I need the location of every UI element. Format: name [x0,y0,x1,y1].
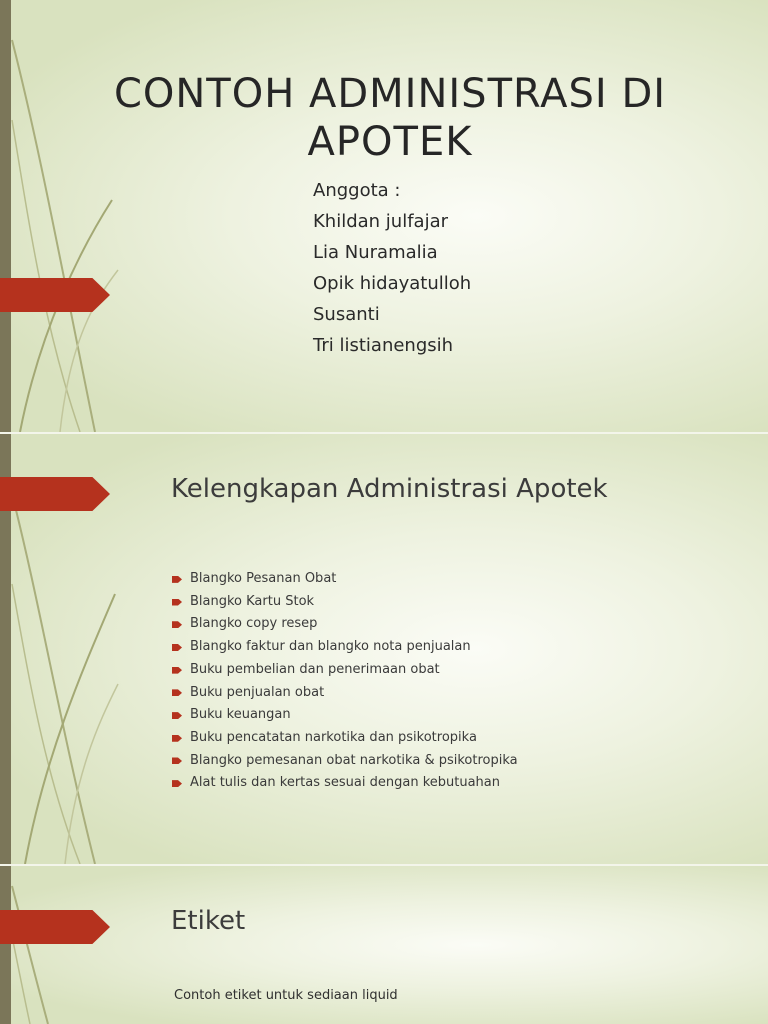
list-item-text: Blangko pemesanan obat narkotika & psikotropika [190,752,518,768]
list-item-text: Blangko faktur dan blangko nota penjualan [190,639,471,655]
bullet-arrow-icon [172,667,182,674]
slide-caption: Contoh etiket untuk sediaan liquid [174,988,398,1003]
member-item: Lia Nuramalia [313,242,438,263]
bullet-arrow-icon [172,644,182,651]
bullet-arrow-icon [172,689,182,696]
list-item-text: Alat tulis dan kertas sesuai dengan kebutuahan [190,775,501,791]
bullet-arrow-icon [172,735,182,742]
slide-title: CONTOH ADMINISTRASI DI APOTEK [113,71,667,165]
member-list-heading: Anggota : [313,180,401,201]
bullet-arrow-icon [172,780,182,787]
list-item-text: Blangko copy resep [190,616,318,632]
slide-2 [0,434,768,864]
arrow-icon [0,278,110,312]
list-item [172,636,518,659]
list-item-text: Buku pencatatan narkotika dan psikotropika [190,729,477,745]
list-item [172,750,518,773]
slide-title: Etiket [171,906,246,936]
slide-title: Kelengkapan Administrasi Apotek [171,474,608,504]
decorative-swirl-icon [0,866,120,1024]
list-item-text: Blangko Kartu Stok [190,593,315,609]
arrow-icon [0,910,110,944]
bullet-arrow-icon [172,576,182,583]
list-item-text: Buku penjualan obat [190,684,325,700]
member-item: Tri listianengsih [313,335,454,356]
bullet-arrow-icon [172,621,182,628]
list-item [172,682,518,705]
member-item: Opik hidayatulloh [313,273,472,294]
bullet-arrow-icon [172,757,182,764]
list-item [172,568,518,591]
slide-3 [0,866,768,1024]
bullet-arrow-icon [172,712,182,719]
list-item [172,613,518,636]
slide-1 [0,0,768,432]
list-item-text: Blangko Pesanan Obat [190,571,337,586]
arrow-icon [0,477,110,511]
list-item [172,772,518,795]
bullet-list [172,568,518,795]
list-item-text: Buku pembelian dan penerimaan obat [190,661,440,677]
list-item [172,591,518,614]
member-item: Susanti [313,304,380,325]
member-item: Khildan julfajar [313,211,449,232]
list-item [172,659,518,682]
member-list [313,175,471,361]
decorative-swirl-icon [0,0,120,432]
list-item-text: Buku keuangan [190,707,291,723]
list-item [172,704,518,727]
list-item [172,727,518,750]
bullet-arrow-icon [172,599,182,606]
